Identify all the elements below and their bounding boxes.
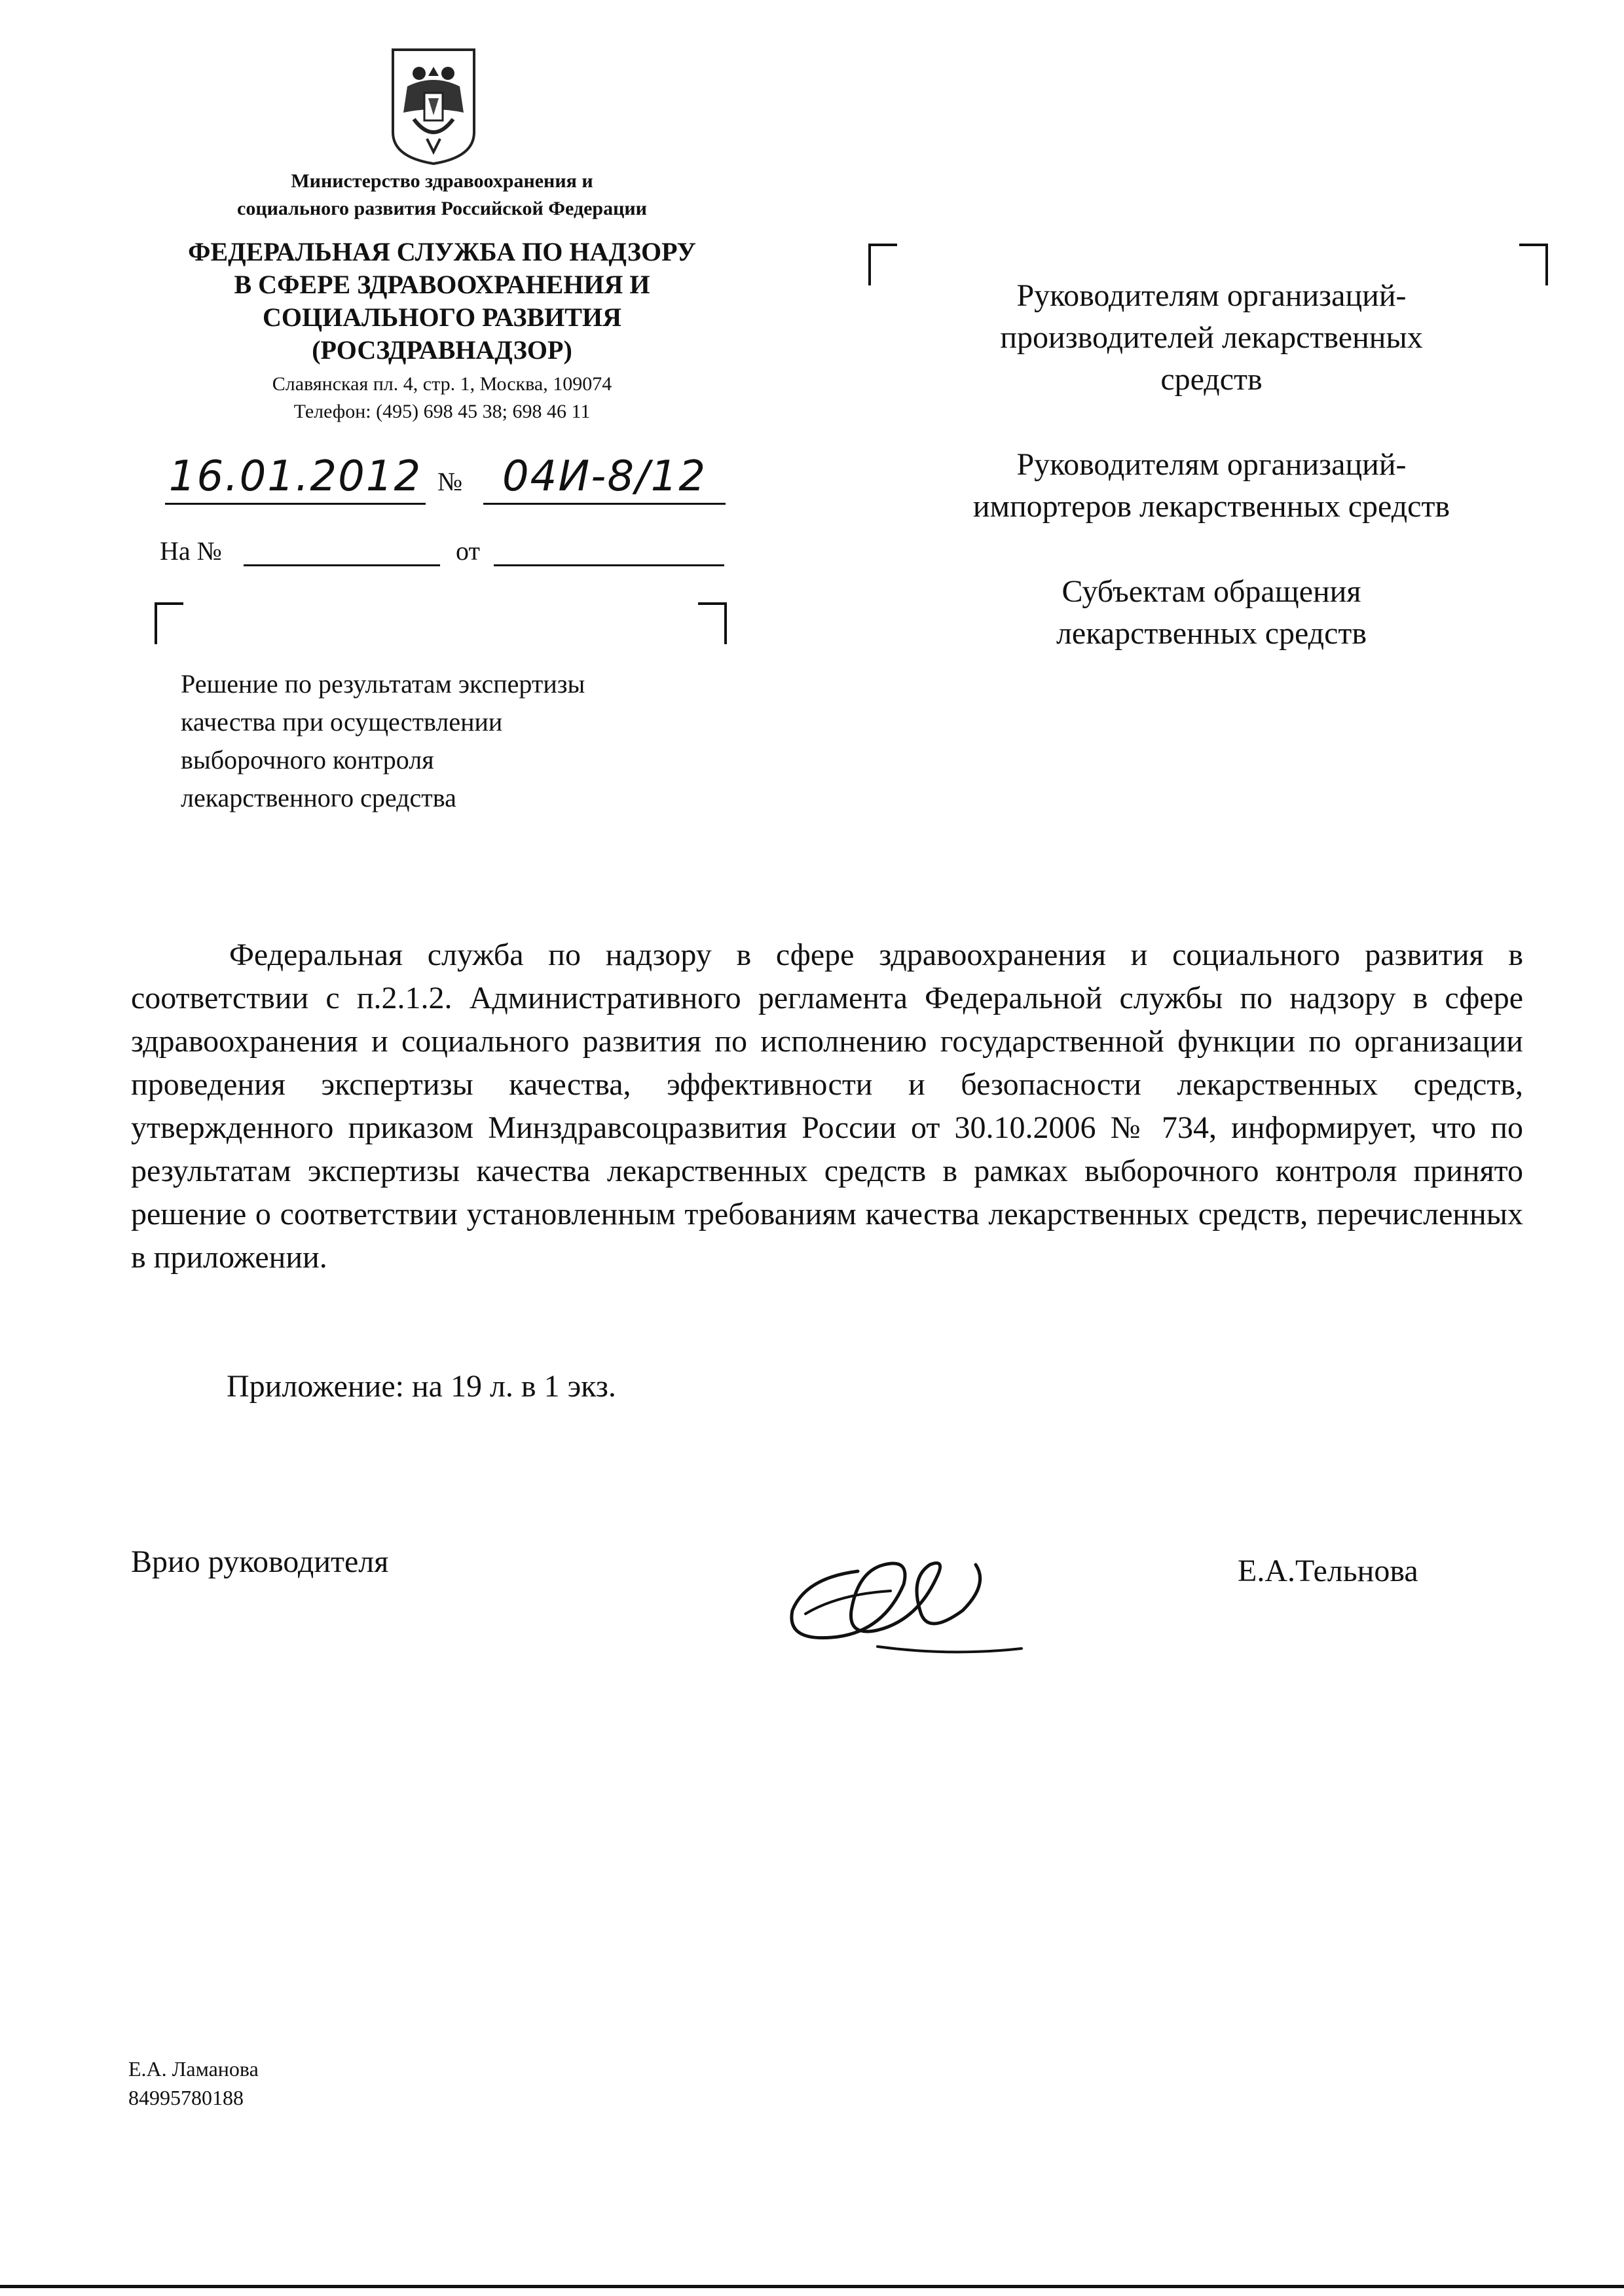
letter-body: [131, 934, 1523, 1279]
agency-address: Славянская пл. 4, стр. 1, Москва, 109074 Телефон: (495) 698 45 38; 698 46 11: [272, 373, 612, 422]
recipient-importers: Руководителям организаций- импортеров лекарственных средств: [972, 447, 1450, 524]
handwritten-signature: [779, 1532, 1028, 1663]
page-bottom-edge: [0, 2285, 1624, 2288]
body-paragraph: Федеральная служба по надзору в сфере здравоохранения и социального развития в соответствии с п.2.1.2. Административного регламента Федеральной службы по надзору в сфере здравоохранения и социального развития по исполнению государственной функции по организации проведения экспертизы качества, эффективности и безопасности лекарственных средств, утвержденного приказом Минздравсоцразвития России от 30.10.2006 № 734, информирует, что по результатам экспертизы качества лекарственных средств в рамках выборочного контроля принято решение о соответствии установленным требованиям качества лекарственных средств, перечисленных в приложении.: [131, 938, 1523, 1275]
reference-number-blank: [244, 564, 440, 566]
agency-name: ФЕДЕРАЛЬНАЯ СЛУЖБА ПО НАДЗОРУ В СФЕРЕ ЗДРАВООХРАНЕНИЯ И СОЦИАЛЬНОГО РАЗВИТИЯ (РОСЗДРАВНАДЗОР): [188, 237, 696, 365]
letter-subject: Решение по результатам экспертизы качества при осуществлении выборочного контроля лекарственного средства: [181, 669, 585, 812]
reference-date-label: от: [456, 536, 480, 566]
recipients-bracket-right: [1519, 244, 1548, 285]
executor-info: [128, 2054, 259, 2112]
reference-number-label: На №: [160, 536, 222, 566]
executor-phone: 84995780188: [128, 2086, 244, 2109]
recipients-block: [910, 275, 1513, 698]
signer-name: Е.А.Тельнова: [1238, 1554, 1418, 1588]
registration-date: 16.01.2012: [165, 450, 426, 505]
subject-bracket-left: [155, 602, 183, 644]
recipients-bracket-left: [868, 244, 897, 285]
registration-number-sign: №: [437, 467, 463, 496]
subject-bracket-right: [698, 602, 727, 644]
signer-title: Врио руководителя: [131, 1544, 389, 1579]
registration-number: 04И-8/12: [483, 450, 726, 505]
coat-of-arms-icon: [388, 47, 479, 165]
executor-name: Е.А. Ламанова: [128, 2057, 259, 2081]
ministry-name: Министерство здравоохранения и социального развития Российской Федерации: [237, 170, 647, 219]
recipient-circulation-subjects: Субъектам обращения лекарственных средств: [1056, 574, 1367, 651]
reference-date-blank: [494, 564, 724, 566]
attachment-note: Приложение: на 19 л. в 1 экз.: [227, 1369, 616, 1404]
recipient-manufacturers: Руководителям организаций- производителей лекарственных средств: [1000, 278, 1423, 397]
